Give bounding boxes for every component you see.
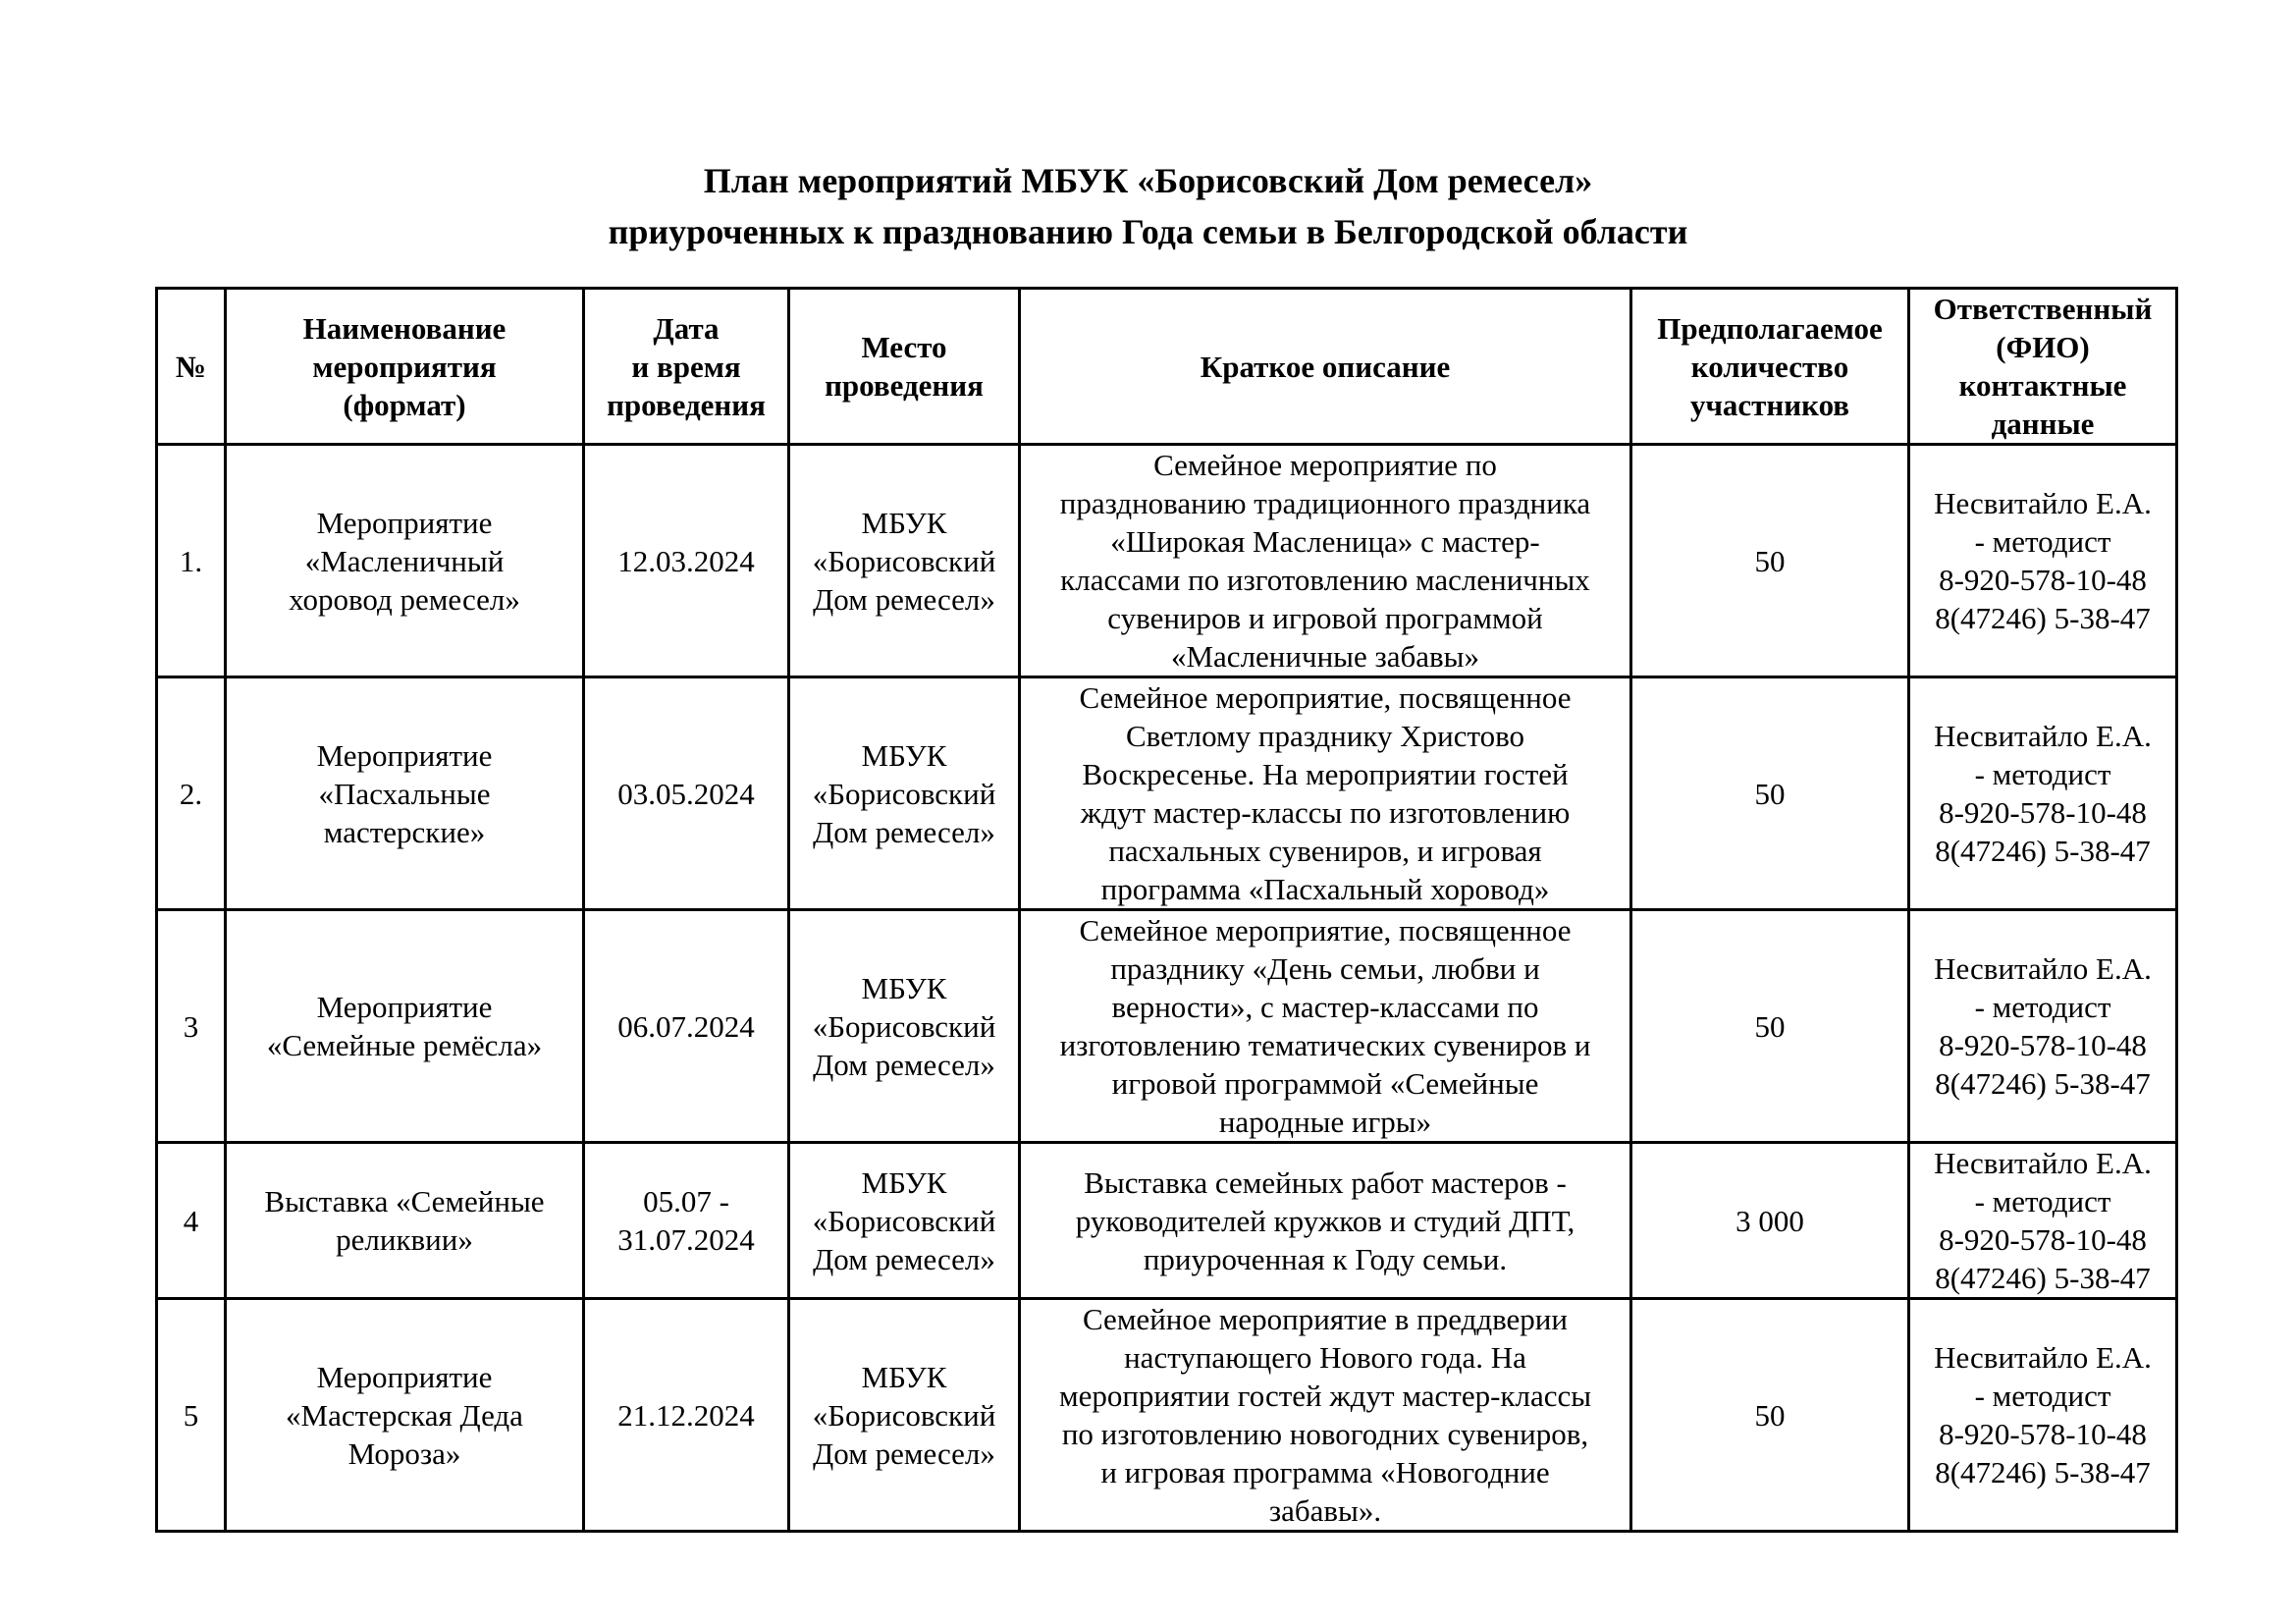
cell-description: Семейное мероприятие по празднованию традиционного праздника «Широкая Масленица» с мастер- классами по изготовлению масленичных сувениров и игровой программой «Масленичные забавы» — [1020, 445, 1631, 677]
header-description: Краткое описание — [1020, 289, 1631, 445]
header-date: Дата и время проведения — [584, 289, 789, 445]
cell-responsible: Несвитайло Е.А. - методист 8-920-578-10-48 8(47246) 5-38-47 — [1909, 677, 2177, 910]
cell-responsible: Несвитайло Е.А. - методист 8-920-578-10-48 8(47246) 5-38-47 — [1909, 1143, 2177, 1299]
cell-place: МБУК «Борисовский Дом ремесел» — [789, 1299, 1020, 1532]
header-num: № — [157, 289, 226, 445]
table-row — [157, 445, 2177, 677]
cell-name: Выставка «Семейные реликвии» — [226, 1143, 584, 1299]
cell-place: МБУК «Борисовский Дом ремесел» — [789, 677, 1020, 910]
cell-participants: 50 — [1631, 1299, 1909, 1532]
cell-date: 12.03.2024 — [584, 445, 789, 677]
cell-num: 2. — [157, 677, 226, 910]
cell-place: МБУК «Борисовский Дом ремесел» — [789, 445, 1020, 677]
cell-description: Семейное мероприятие в преддверии наступающего Нового года. На мероприятии гостей ждут мастер-классы по изготовлению новогодних сувениров, и игровая программа «Новогодние забавы». — [1020, 1299, 1631, 1532]
cell-num: 4 — [157, 1143, 226, 1299]
table-row — [157, 1299, 2177, 1532]
header-responsible: Ответственный (ФИО) контактные данные — [1909, 289, 2177, 445]
table-row — [157, 910, 2177, 1143]
cell-responsible: Несвитайло Е.А. - методист 8-920-578-10-48 8(47246) 5-38-47 — [1909, 910, 2177, 1143]
cell-date: 05.07 - 31.07.2024 — [584, 1143, 789, 1299]
title-line-2: приуроченных к празднованию Года семьи в Белгородской области — [608, 212, 1688, 251]
cell-responsible: Несвитайло Е.А. - методист 8-920-578-10-48 8(47246) 5-38-47 — [1909, 445, 2177, 677]
cell-place: МБУК «Борисовский Дом ремесел» — [789, 1143, 1020, 1299]
cell-num: 1. — [157, 445, 226, 677]
table-row — [157, 1143, 2177, 1299]
cell-responsible: Несвитайло Е.А. - методист 8-920-578-10-48 8(47246) 5-38-47 — [1909, 1299, 2177, 1532]
cell-name: Мероприятие «Семейные ремёсла» — [226, 910, 584, 1143]
cell-date: 06.07.2024 — [584, 910, 789, 1143]
header-name: Наименование мероприятия (формат) — [226, 289, 584, 445]
cell-place: МБУК «Борисовский Дом ремесел» — [789, 910, 1020, 1143]
table-header-row — [157, 289, 2177, 445]
cell-name: Мероприятие «Пасхальные мастерские» — [226, 677, 584, 910]
title-line-1: План мероприятий МБУК «Борисовский Дом ремесел» — [703, 161, 1593, 200]
cell-num: 3 — [157, 910, 226, 1143]
cell-num: 5 — [157, 1299, 226, 1532]
cell-description: Семейное мероприятие, посвященное Светлому празднику Христово Воскресенье. На мероприятии гостей ждут мастер-классы по изготовлению пасхальных сувениров, и игровая программа «Пасхальный хоровод» — [1020, 677, 1631, 910]
cell-name: Мероприятие «Масленичный хоровод ремесел» — [226, 445, 584, 677]
header-place: Место проведения — [789, 289, 1020, 445]
table-row — [157, 677, 2177, 910]
cell-description: Выставка семейных работ мастеров - руководителей кружков и студий ДПТ, приуроченная к Году семьи. — [1020, 1143, 1631, 1299]
cell-date: 03.05.2024 — [584, 677, 789, 910]
cell-participants: 50 — [1631, 445, 1909, 677]
cell-description: Семейное мероприятие, посвященное празднику «День семьи, любви и верности», с мастер-классами по изготовлению тематических сувениров и игровой программой «Семейные народные игры» — [1020, 910, 1631, 1143]
cell-participants: 3 000 — [1631, 1143, 1909, 1299]
cell-name: Мероприятие «Мастерская Деда Мороза» — [226, 1299, 584, 1532]
header-participants: Предполагаемое количество участников — [1631, 289, 1909, 445]
cell-participants: 50 — [1631, 677, 1909, 910]
document-title — [0, 155, 2296, 257]
cell-date: 21.12.2024 — [584, 1299, 789, 1532]
events-table — [155, 287, 2178, 1533]
cell-participants: 50 — [1631, 910, 1909, 1143]
